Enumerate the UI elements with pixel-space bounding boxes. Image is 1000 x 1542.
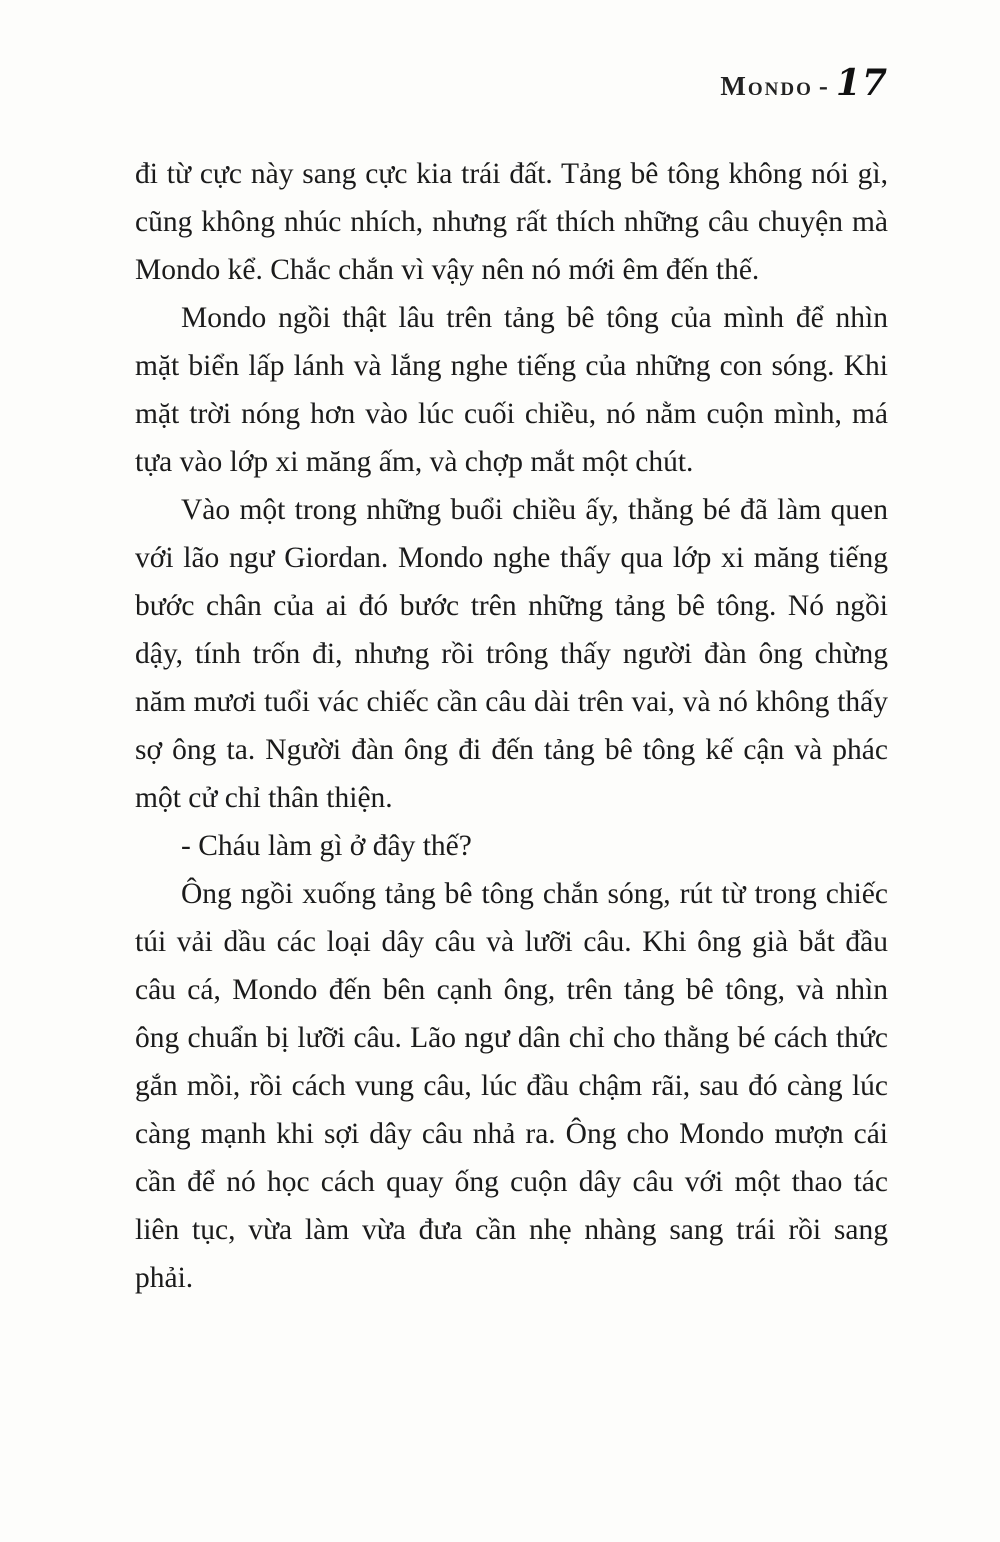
paragraph-continuation: đi từ cực này sang cực kia trái đất. Tảng bê tông không nói gì, cũng không nhúc nhích, nhưng rất thích những câu chuyện mà Mondo kể. Chắc chắn vì vậy nên nó mới êm đến thế. [135, 158, 888, 286]
page-body [135, 150, 888, 1302]
running-head [135, 62, 888, 104]
running-head-title: Mondo [720, 71, 813, 101]
paragraph-dialogue: - Cháu làm gì ở đây thế? [181, 830, 472, 862]
paragraph: Vào một trong những buổi chiều ấy, thằng bé đã làm quen với lão ngư Giordan. Mondo nghe thấy qua lớp xi măng tiếng bước chân của ai đó bước trên những tảng bê tông. Nó ngồi dậy, tính trốn đi, nhưng rồi trông thấy người đàn ông chừng năm mươi tuổi vác chiếc cần câu dài trên vai, và nó không thấy sợ ông ta. Người đàn ông đi đến tảng bê tông kế cận và phác một cử chỉ thân thiện. [135, 494, 888, 814]
paragraph: Mondo ngồi thật lâu trên tảng bê tông của mình để nhìn mặt biển lấp lánh và lắng nghe tiếng của những con sóng. Khi mặt trời nóng hơn vào lúc cuối chiều, nó nằm cuộn mình, má tựa vào lớp xi măng ấm, và chợp mắt một chút. [135, 302, 888, 478]
paragraph: Ông ngồi xuống tảng bê tông chắn sóng, rút từ trong chiếc túi vải dầu các loại dây câu và lưỡi câu. Khi ông già bắt đầu câu cá, Mondo đến bên cạnh ông, trên tảng bê tông, và nhìn ông chuẩn bị lưỡi câu. Lão ngư dân chỉ cho thằng bé cách thức gắn mồi, rồi cách vung câu, lúc đầu chậm rãi, sau đó càng lúc càng mạnh khi sợi dây câu nhả ra. Ông cho Mondo mượn cái cần để nó học cách quay ống cuộn dây câu với một thao tác liên tục, vừa làm vừa đưa cần nhẹ nhàng sang trái rồi sang phải. [135, 878, 888, 1294]
running-head-separator: - [818, 71, 828, 101]
page-number: 17 [835, 62, 888, 104]
